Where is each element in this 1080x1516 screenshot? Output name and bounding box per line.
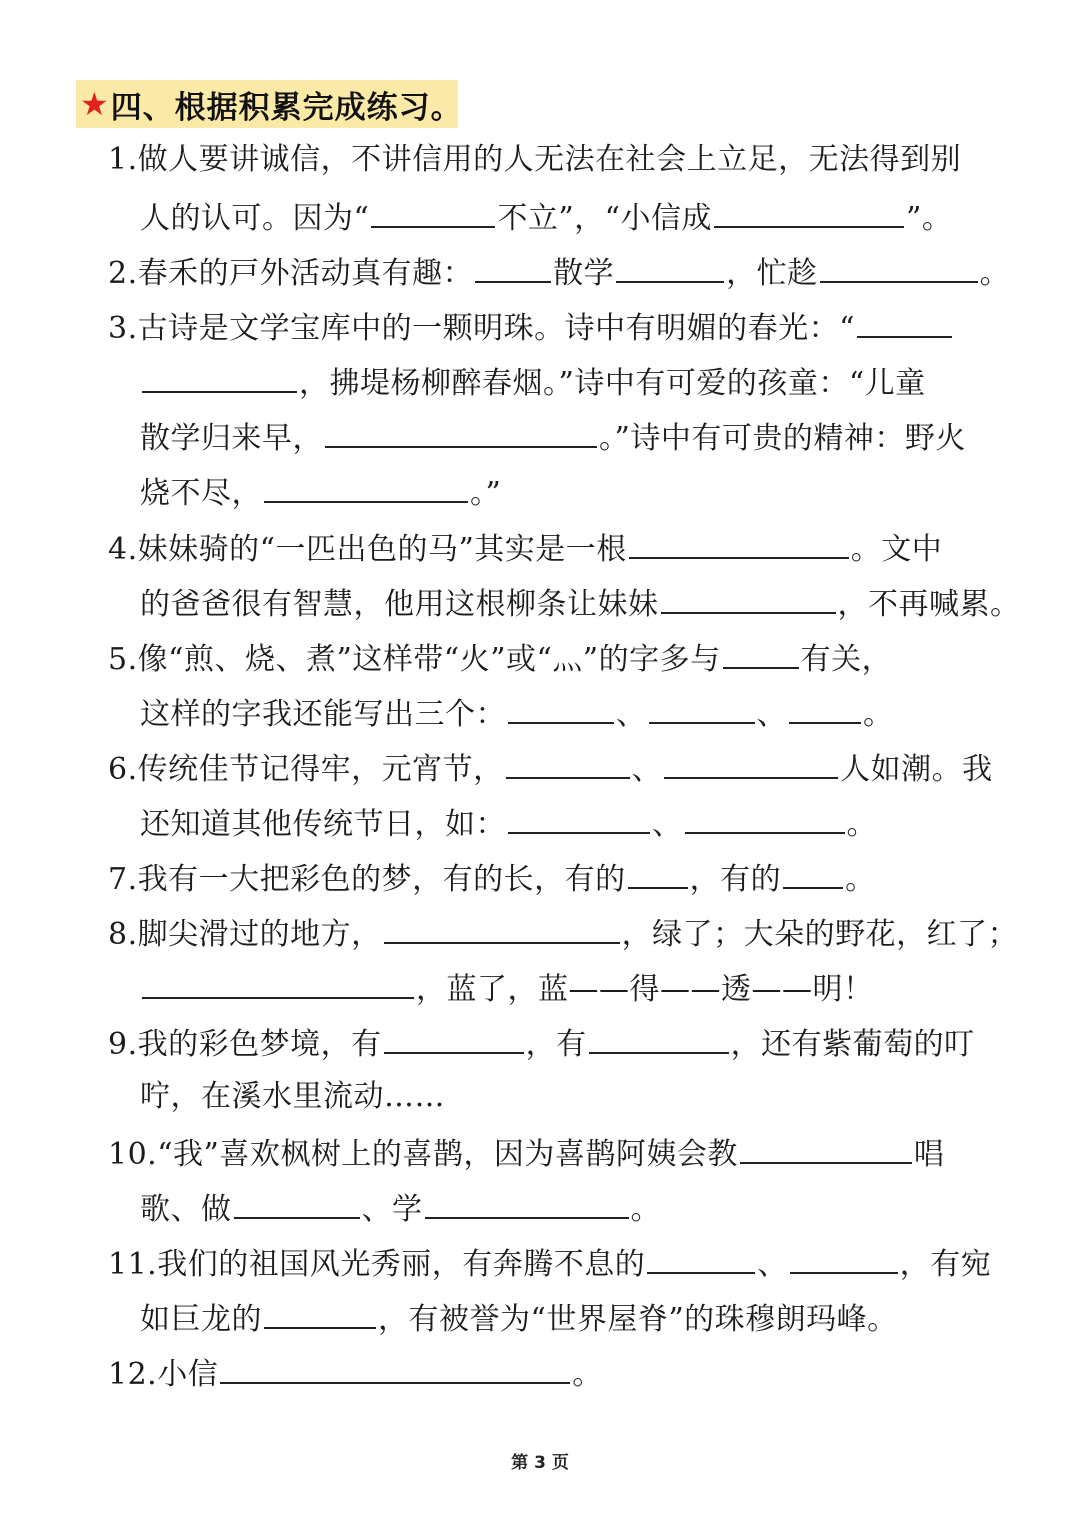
question-text: 咛，在溪水里流动…… <box>140 1079 445 1114</box>
question-3-line-1 <box>108 306 954 346</box>
answer-blank[interactable] <box>508 802 650 834</box>
answer-blank[interactable] <box>384 912 620 944</box>
answer-blank[interactable] <box>647 1242 755 1274</box>
question-text: ，有 <box>525 1027 587 1062</box>
question-text: ，绿了；大朵的野花，红了； <box>621 917 1019 952</box>
answer-blank[interactable] <box>790 1242 898 1274</box>
question-4-line-2 <box>140 582 1021 622</box>
answer-blank[interactable] <box>820 251 978 283</box>
question-text: 。 <box>863 697 894 732</box>
answer-blank[interactable] <box>506 747 630 779</box>
question-text: 还知道其他传统节日，如： <box>140 807 506 842</box>
question-9-line-2 <box>140 1077 445 1117</box>
answer-blank[interactable] <box>629 527 849 559</box>
question-5-line-2 <box>140 692 894 732</box>
question-3-line-2 <box>140 361 926 401</box>
question-text: 12.小信 <box>108 1357 219 1392</box>
question-text: 。” <box>470 476 502 511</box>
answer-blank[interactable] <box>234 1187 360 1219</box>
star-icon: ★ <box>80 85 109 123</box>
question-text: 的爸爸很有智慧，他用这根柳条让妹妹 <box>140 587 659 622</box>
question-6-line-2 <box>140 802 877 842</box>
question-text: 。 <box>630 1192 661 1227</box>
question-1-line-1 <box>108 140 961 180</box>
question-text: 散学归来早， <box>140 421 323 456</box>
question-text: 。 <box>845 862 876 897</box>
question-text: 9.我的彩色梦境，有 <box>108 1027 382 1062</box>
question-text: 、学 <box>361 1192 423 1227</box>
question-text: 、 <box>631 752 663 787</box>
question-10-line-2 <box>140 1187 661 1227</box>
answer-blank[interactable] <box>475 251 551 283</box>
question-8-line-1 <box>108 912 1018 952</box>
answer-blank[interactable] <box>661 582 836 614</box>
question-text: ，蓝了，蓝——得——透——明！ <box>416 972 874 1007</box>
question-text: 1.做人要讲诚信，不讲信用的人无法在社会上立足，无法得到别 <box>108 142 962 177</box>
question-text: 、 <box>756 697 787 732</box>
question-7-line-1 <box>108 857 876 897</box>
question-text: 11.我们的祖国风光秀丽，有奔腾不息的 <box>108 1247 646 1282</box>
question-text: 有关， <box>800 642 893 677</box>
question-text: 8.脚尖滑过的地方， <box>108 917 382 952</box>
answer-blank[interactable] <box>142 361 297 393</box>
question-text: 。文中 <box>850 532 943 567</box>
question-9-line-1 <box>108 1022 975 1062</box>
question-8-line-2 <box>140 967 874 1007</box>
question-10-line-1 <box>108 1132 944 1172</box>
answer-blank[interactable] <box>740 1132 912 1164</box>
question-11-line-2 <box>140 1297 898 1337</box>
answer-blank[interactable] <box>714 196 904 228</box>
question-3-line-4 <box>140 471 501 511</box>
question-6-line-1 <box>108 747 993 787</box>
question-text: ，有被誉为“世界屋脊”的珠穆朗玛峰。 <box>378 1302 898 1337</box>
question-12-line-1 <box>108 1352 603 1392</box>
answer-blank[interactable] <box>264 1297 376 1329</box>
answer-blank[interactable] <box>789 692 861 724</box>
answer-blank[interactable] <box>589 1022 729 1054</box>
answer-blank[interactable] <box>685 802 845 834</box>
question-text: 7.我有一大把彩色的梦，有的长，有的 <box>108 862 626 897</box>
page-number: 第 3 页 <box>511 1453 569 1473</box>
section-header <box>76 80 463 128</box>
question-text: ，有宛 <box>899 1247 992 1282</box>
answer-blank[interactable] <box>425 1187 629 1219</box>
question-text: 、 <box>652 807 683 842</box>
question-text: 3.古诗是文学宝库中的一颗明珠。诗中有明媚的春光：“ <box>108 311 855 346</box>
answer-blank[interactable] <box>384 1022 524 1054</box>
question-text: 。”诗中有可贵的精神：野火 <box>599 421 966 456</box>
section-title: 四、根据积累完成练习。 <box>110 89 463 126</box>
question-text: ，忙趁 <box>726 256 818 291</box>
question-text: 6.传统佳节记得牢，元宵节， <box>108 752 504 787</box>
answer-blank[interactable] <box>783 857 843 889</box>
question-text: 唱 <box>913 1137 945 1172</box>
question-text: 不立”，“小信成 <box>497 201 713 236</box>
question-text: ，还有紫葡萄的叮 <box>730 1027 975 1062</box>
answer-blank[interactable] <box>723 637 799 669</box>
question-text: ，有的 <box>689 862 782 897</box>
question-text: 、 <box>616 697 647 732</box>
question-text: 10.“我”喜欢枫树上的喜鹊，因为喜鹊阿姨会教 <box>108 1137 738 1172</box>
question-text: 、 <box>757 1247 788 1282</box>
question-text: 人如潮。我 <box>840 752 993 787</box>
answer-blank[interactable] <box>325 416 597 448</box>
question-text: 。 <box>846 807 877 842</box>
question-text: 如巨龙的 <box>140 1302 262 1337</box>
question-11-line-1 <box>108 1242 991 1282</box>
answer-blank[interactable] <box>857 306 952 338</box>
question-text: ”。 <box>906 201 953 236</box>
question-3-line-3 <box>140 416 966 456</box>
question-text: ，不再喊累。 <box>837 587 1021 622</box>
question-text: 人的认可。因为“ <box>140 201 370 236</box>
answer-blank[interactable] <box>664 747 838 779</box>
answer-blank[interactable] <box>142 967 414 999</box>
answer-blank[interactable] <box>371 196 495 228</box>
question-text: 5.像“煎、烧、煮”这样带“火”或“灬”的字多与 <box>108 642 721 677</box>
answer-blank[interactable] <box>628 857 688 889</box>
question-1-line-2 <box>140 196 952 236</box>
question-4-line-1 <box>108 527 942 567</box>
question-5-line-1 <box>108 637 892 677</box>
question-text: ，拂堤杨柳醉春烟。”诗中有可爱的孩童：“儿童 <box>299 366 926 401</box>
answer-blank[interactable] <box>508 692 614 724</box>
question-2-line-1 <box>108 251 1010 291</box>
question-text: 散学 <box>553 256 615 291</box>
question-text: 4.妹妹骑的“一匹出色的马”其实是一根 <box>108 532 627 567</box>
question-text: 歌、做 <box>140 1192 232 1227</box>
question-text: 。 <box>979 256 1011 291</box>
question-text: 烧不尽， <box>140 476 262 511</box>
answer-blank[interactable] <box>616 251 724 283</box>
answer-blank[interactable] <box>220 1352 570 1384</box>
question-text: 2.春禾的戸外活动真有趣： <box>108 256 474 291</box>
answer-blank[interactable] <box>649 692 755 724</box>
question-text: 这样的字我还能写出三个： <box>140 697 506 732</box>
question-text: 。 <box>572 1357 603 1392</box>
answer-blank[interactable] <box>264 471 468 503</box>
